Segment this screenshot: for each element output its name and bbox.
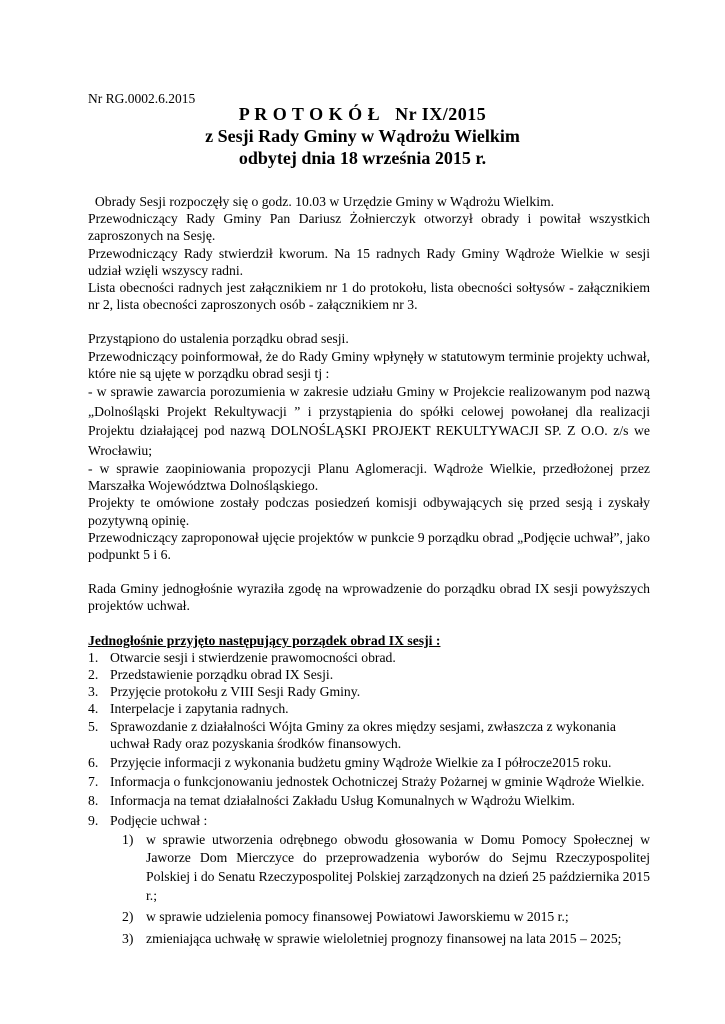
document-reference-number: Nr RG.0002.6.2015 [88,91,196,106]
agenda-heading: Jednogłośnie przyjęto następujący porządek obrad IX sesji : [88,632,441,648]
paragraph-attendance: Lista obecności radnych jest załącznikiem nr 1 do protokołu, lista obecności sołtysów - załącznikiem nr 2, lista obecności zaproszonych osób - załącznikiem nr 3. [88,280,650,313]
paragraph-projects-opinion: Projekty te omówione zostały podczas posiedzeń komisji odbywających się przed sesją i zyskały pozytywną opinię. [88,495,650,528]
paragraph-project-2: - w sprawie zaopiniowania propozycji Planu Aglomeracji. Wądroże Wielkie, przedłożonej przez Marszałka Województwa Dolnośląskiego. [88,461,650,494]
resolution-item: 2) w sprawie udzielenia pomocy finansowej Powiatowi Jaworskiemu w 2015 r.; [122,909,569,925]
paragraph-proposal: Przewodniczący zaproponował ujęcie projektów w punkcie 9 porządku obrad „Podjęcie uchwał”, jako podpunkt 5 i 6. [88,529,650,563]
paragraph-opening: Obrady Sesji rozpoczęły się o godz. 10.03 w Urzędzie Gminy w Wądrożu Wielkim. [88,194,555,209]
document-subtitle: z Sesji Rady Gminy w Wądrożu Wielkim [205,126,520,146]
resolution-item: 1) w sprawie utworzenia odrębnego obwodu głosowania w Domu Pomocy Społecznej w Jaworze Dom Mierczyce do przeprowadzenia wyborów do Sejmu Rzeczypospolitej Polskiej i do Senatu Rzeczypospolitej Polskiej zarządzonych na dzień 25 października 2015 r.; [122,831,650,903]
agenda-item: 2. Przedstawienie porządku obrad IX Sesji. [88,667,334,683]
agenda-list [88,649,650,829]
paragraph-agenda-start: Przystąpiono do ustalenia porządku obrad sesji. [88,331,349,347]
document-body [88,193,650,948]
paragraph-project-1: - w sprawie zawarcia porozumienia w zakresie udziału Gminy w Projekcie realizowanym pod nazwą „Dolnośląski Projekt Rekultywacji ” i przystąpienia do spółki celowej powołanej dla realizacji Projektu działającej pod nazwą DOLNOŚLĄSKI PROJEKT REKULTYWACJI SP. Z O.O. z/s we Wrocławiu; [88,384,650,458]
resolutions-sublist [122,831,650,949]
agenda-item: 4. Interpelacje i zapytania radnych. [88,701,289,717]
agenda-item: 3. Przyjęcie protokołu z VIII Sesji Rady Gminy. [88,684,361,700]
agenda-item: 6. Przyjęcie informacji z wykonania budżetu gminy Wądroże Wielkie za I półrocze2015 roku. [88,755,612,771]
agenda-item: 7. Informacja o funkcjonowaniu jednostek Ochotniczej Straży Pożarnej w gminie Wądroże Wielkie. [88,774,645,790]
document-title: P R O T O K Ó Ł Nr IX/2015 [238,104,487,124]
paragraph-projects-info: Przewodniczący poinformował, że do Rady Gminy wpłynęły w statutowym terminie projekty uchwał, które nie są ujęte w porządku obrad sesji tj : [88,348,650,381]
paragraph-welcome: Przewodniczący Rady Gminy Pan Dariusz Żołnierczyk otworzył obrady i powitał wszystkich zaproszonych na Sesję. [88,211,650,244]
document-date-line: odbytej dnia 18 września 2015 r. [238,148,487,168]
agenda-item: 1. Otwarcie sesji i stwierdzenie prawomocności obrad. [88,649,396,665]
agenda-item: 8. Informacja na temat działalności Zakładu Usług Komunalnych w Wądrożu Wielkim. [88,793,575,809]
agenda-item: 5. Sprawozdanie z działalności Wójta Gminy za okres między sesjami, zwłaszcza z wykonania uchwał Rady oraz pozyskania środków finansowych. [88,718,616,751]
paragraph-quorum: Przewodniczący Rady stwierdził kworum. Na 15 radnych Rady Gminy Wądroże Wielkie w sesji udział wzięli wszyscy radni. [88,245,650,278]
resolution-item: 3) zmieniająca uchwałę w sprawie wieloletniej prognozy finansowej na lata 2015 – 2025; [122,930,622,946]
agenda-item: 9. Podjęcie uchwał : [88,812,208,828]
paragraph-council-consent: Rada Gminy jednogłośnie wyraziła zgodę na wprowadzenie do porządku obrad IX sesji powyższych projektów uchwał. [88,581,650,614]
